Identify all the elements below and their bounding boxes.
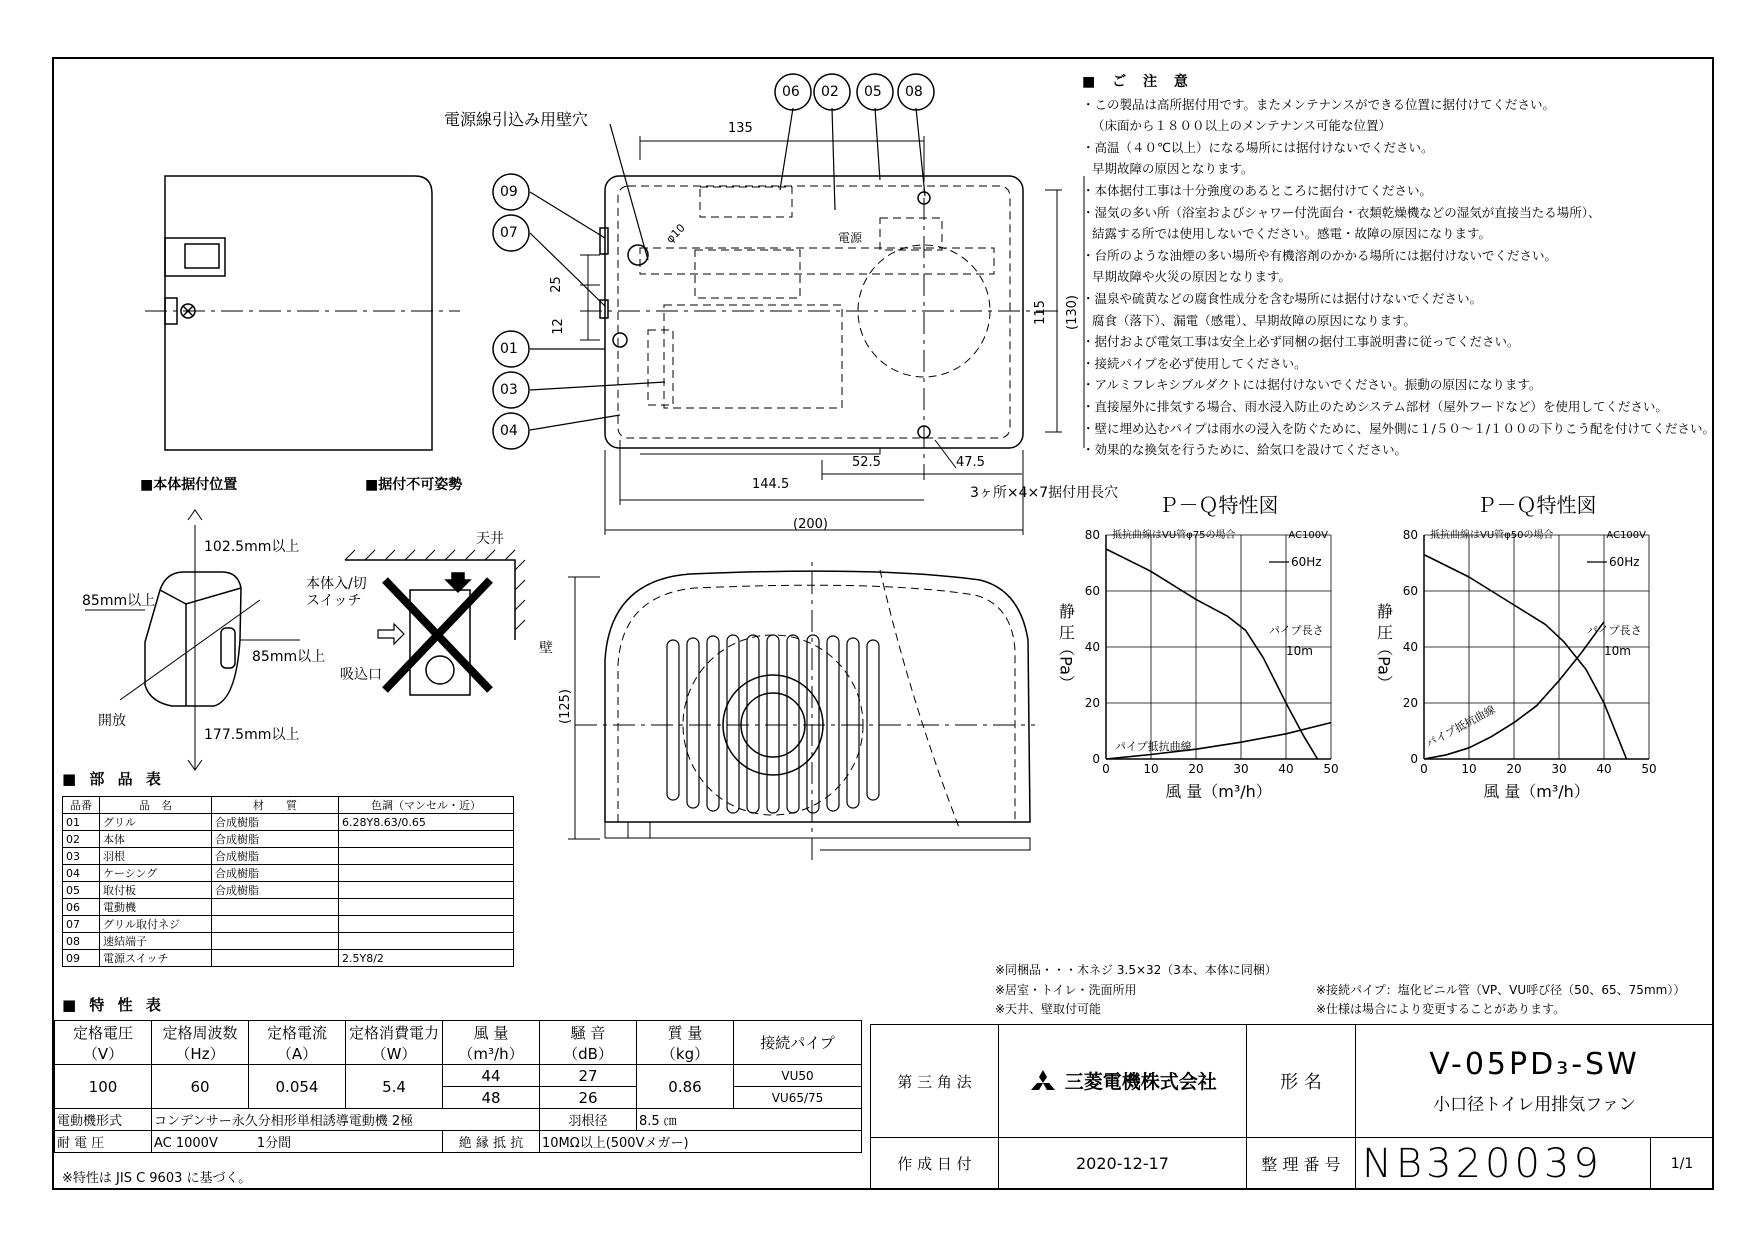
company-cell bbox=[999, 1025, 1247, 1138]
dim-130: (130) bbox=[1064, 295, 1080, 330]
pq-chart-svg bbox=[1352, 490, 1682, 850]
projection-method: 第 三 角 法 bbox=[871, 1025, 999, 1138]
parts-cell: 羽根 bbox=[100, 848, 212, 865]
pipe-note: ※接続パイプ：塩化ビニル管（VP、VU呼び径（50、65、75mm）） bbox=[1316, 983, 1686, 997]
date-label: 作 成 日 付 bbox=[871, 1138, 999, 1190]
parts-cell: グリル取付ネジ bbox=[100, 916, 212, 933]
accessory-note: ※同梱品・・・木ネジ 3.5×32（3本、本体に同梱） bbox=[995, 963, 1277, 977]
caution-line: 結露する所では使用しないでください。感電・故障の原因になります。 bbox=[1092, 226, 1492, 242]
model-cell bbox=[1356, 1025, 1714, 1138]
insulation-label: 絶 縁 抵 抗 bbox=[443, 1131, 540, 1153]
legend-label: 60Hz bbox=[1609, 555, 1640, 569]
parts-header: 材 質 bbox=[212, 797, 339, 814]
x-axis-label: 風 量（m³/h） bbox=[1483, 782, 1590, 801]
parts-cell: グリル bbox=[100, 814, 212, 831]
parts-cell bbox=[212, 933, 339, 950]
spec-header-noise: 騒 音 （dB） bbox=[540, 1021, 637, 1065]
caution-line: ・本体据付工事は十分強度のあるところに据付けてください。 bbox=[1082, 182, 1433, 198]
caution-line: ・温泉や硫黄などの腐食性成分を含む場所には据付けないでください。 bbox=[1082, 290, 1483, 306]
parts-cell: 電動機 bbox=[100, 899, 212, 916]
withstand-label: 耐 電 圧 bbox=[55, 1131, 152, 1153]
parts-cell bbox=[212, 950, 339, 967]
dim-12: 12 bbox=[550, 318, 566, 335]
open-label: 開放 bbox=[98, 713, 126, 729]
callout-08: 08 bbox=[905, 84, 923, 100]
y-tick-label: 20 bbox=[1402, 696, 1418, 710]
parts-cell: 速結端子 bbox=[100, 933, 212, 950]
no-install-label: ■据付不可姿勢 bbox=[365, 477, 463, 493]
spec-pipe: VU50 bbox=[734, 1065, 862, 1087]
parts-cell: 06 bbox=[63, 899, 100, 916]
parts-cell: 08 bbox=[63, 933, 100, 950]
x-tick-label: 30 bbox=[1551, 762, 1567, 776]
parts-cell: 03 bbox=[63, 848, 100, 865]
caution-line: ・効果的な換気を行うために、給気口を設けてください。 bbox=[1082, 442, 1408, 458]
ceiling-label: 天井 bbox=[476, 531, 504, 547]
spec-change-note: ※仕様は場合により変更することがあります。 bbox=[1316, 1002, 1566, 1016]
parts-cell: ケーシング bbox=[100, 865, 212, 882]
parts-row bbox=[63, 865, 514, 882]
motor-type: コンデンサー永久分相形単相誘導電動機 2極 bbox=[152, 1109, 540, 1131]
callout-09: 09 bbox=[500, 184, 518, 200]
number-label: 整 理 番 号 bbox=[1247, 1138, 1356, 1190]
parts-cell: 合成樹脂 bbox=[212, 865, 339, 882]
chart-supply: AC100V bbox=[1288, 530, 1328, 541]
x-tick-label: 50 bbox=[1323, 762, 1339, 776]
y-tick-label: 60 bbox=[1084, 584, 1100, 598]
clearance-right: 85mm以上 bbox=[252, 649, 326, 665]
pq-chart-vu75 bbox=[1040, 490, 1340, 850]
parts-cell: 05 bbox=[63, 882, 100, 899]
x-axis-label: 風 量（m³/h） bbox=[1165, 782, 1272, 801]
caution-line: 早期故障の原因となります。 bbox=[1092, 161, 1254, 177]
parts-cell: 02 bbox=[63, 831, 100, 848]
parts-row bbox=[63, 916, 514, 933]
y-tick-label: 20 bbox=[1084, 696, 1100, 710]
y-tick-label: 40 bbox=[1402, 640, 1418, 654]
parts-row bbox=[63, 882, 514, 899]
parts-header: 色調（マンセル・近） bbox=[339, 797, 514, 814]
caution-notes bbox=[1082, 72, 1715, 461]
spec-header-mass: 質 量 （kg） bbox=[637, 1021, 734, 1065]
parts-row bbox=[63, 848, 514, 865]
parts-cell bbox=[339, 831, 514, 848]
dim-25: 25 bbox=[548, 276, 564, 293]
parts-cell bbox=[339, 933, 514, 950]
drawing-number: NB320039 bbox=[1356, 1138, 1651, 1190]
y-axis-label: 静 圧（Pa） bbox=[1374, 603, 1394, 691]
spec-power: 5.4 bbox=[346, 1065, 443, 1109]
install-position-label: ■本体据付位置 bbox=[140, 477, 238, 493]
pq-chart-svg bbox=[1040, 490, 1340, 850]
spec-noise: 27 bbox=[540, 1065, 637, 1087]
x-tick-label: 0 bbox=[1102, 762, 1110, 776]
chart-supply: AC100V bbox=[1606, 530, 1646, 541]
spec-header-voltage: 定格電圧 （V） bbox=[55, 1021, 152, 1065]
caution-line: ・直接屋外に排気する場合、雨水浸入防止のためシステム部材（屋外フードなど）を使用してください。 bbox=[1082, 398, 1668, 414]
elevation-view-outline bbox=[605, 571, 1030, 822]
parts-cell: 6.28Y8.63/0.65 bbox=[339, 814, 514, 831]
dim-47-5: 47.5 bbox=[956, 455, 985, 470]
parts-cell bbox=[212, 899, 339, 916]
dim-144-5: 144.5 bbox=[752, 477, 790, 492]
parts-row bbox=[63, 933, 514, 950]
x-tick-label: 40 bbox=[1596, 762, 1612, 776]
x-tick-label: 10 bbox=[1461, 762, 1477, 776]
spec-heading: ■ 特 性 表 bbox=[62, 996, 165, 1014]
y-tick-label: 60 bbox=[1402, 584, 1418, 598]
spec-header-flow: 風 量 （m³/h） bbox=[443, 1021, 540, 1065]
x-tick-label: 20 bbox=[1188, 762, 1204, 776]
clearance-left: 85mm以上 bbox=[82, 593, 156, 609]
parts-cell: 合成樹脂 bbox=[212, 882, 339, 899]
spec-voltage: 100 bbox=[55, 1065, 152, 1109]
caution-line: 腐食（落下）、漏電（感電）、早期故障の原因になります。 bbox=[1092, 312, 1417, 328]
mount-slots-label: 3ヶ所×4×7据付用長穴 bbox=[970, 485, 1119, 501]
company-name: 三菱電機株式会社 bbox=[1064, 1070, 1217, 1093]
clearance-top: 102.5mm以上 bbox=[204, 539, 300, 555]
x-tick-label: 30 bbox=[1233, 762, 1249, 776]
caution-line: ・この製品は高所据付用です。またメンテナンスができる位置に据付けてください。 bbox=[1082, 96, 1556, 112]
place-note: ※居室・トイレ・洗面所用 bbox=[995, 983, 1137, 997]
blade-diameter: 8.5 ㎝ bbox=[637, 1109, 862, 1131]
chart-title: Ｐ－Ｑ特性図 bbox=[1158, 493, 1279, 517]
dim-125: (125) bbox=[557, 689, 573, 724]
parts-cell: 07 bbox=[63, 916, 100, 933]
blade-label: 羽根径 bbox=[540, 1109, 637, 1131]
spec-footnote: ※特性は JIS C 9603 に基づく。 bbox=[62, 1171, 252, 1186]
motor-type-label: 電動機形式 bbox=[55, 1109, 152, 1131]
y-tick-label: 0 bbox=[1410, 752, 1418, 766]
model-description: 小口径トイレ用排気ファン bbox=[1433, 1095, 1636, 1116]
spec-table bbox=[54, 1020, 862, 1153]
y-tick-label: 80 bbox=[1084, 528, 1100, 542]
insulation-resistance: 10MΩ以上(500Vメガー) bbox=[540, 1131, 862, 1153]
resistance-curve-label: パイプ抵抗曲線 bbox=[1423, 702, 1498, 751]
parts-cell: 2.5Y8/2 bbox=[339, 950, 514, 967]
callout-04: 04 bbox=[500, 423, 518, 439]
caution-line: ・据付および電気工事は安全上必ず同梱の据付工事説明書に従ってください。 bbox=[1082, 334, 1520, 350]
parts-cell: 本体 bbox=[100, 831, 212, 848]
caution-line: ・台所のような油煙の多い場所や有機溶剤のかかる場所には据付けないでください。 bbox=[1082, 247, 1558, 263]
parts-cell: 04 bbox=[63, 865, 100, 882]
parts-cell: 合成樹脂 bbox=[212, 831, 339, 848]
caution-line: （床面から１８００以上のメンテナンス可能な位置） bbox=[1092, 118, 1392, 134]
parts-cell: 電源スイッチ bbox=[100, 950, 212, 967]
model-number: V-05PD₃-SW bbox=[1429, 1047, 1640, 1083]
pipe-length-label: パイプ長さ bbox=[1269, 624, 1324, 637]
chart-subtitle: 抵抗曲線はVU管φ50の場合 bbox=[1430, 530, 1554, 541]
x-tick-label: 0 bbox=[1420, 762, 1428, 776]
spec-header-current: 定格電流 （A） bbox=[249, 1021, 346, 1065]
parts-cell: 合成樹脂 bbox=[212, 814, 339, 831]
x-tick-label: 20 bbox=[1506, 762, 1522, 776]
parts-cell bbox=[212, 916, 339, 933]
spec-header-pipe: 接続パイプ bbox=[734, 1021, 862, 1065]
parts-row bbox=[63, 899, 514, 916]
caution-line: ・接続パイプを必ず使用してください。 bbox=[1082, 355, 1307, 371]
pipe-length-value: 10m bbox=[1286, 644, 1313, 658]
clearance-bottom: 177.5mm以上 bbox=[204, 727, 300, 743]
spec-mass: 0.86 bbox=[637, 1065, 734, 1109]
spec-flow: 48 bbox=[443, 1087, 540, 1109]
callout-01: 01 bbox=[500, 341, 518, 357]
model-label: 形 名 bbox=[1247, 1025, 1356, 1138]
parts-header: 品番 bbox=[63, 797, 100, 814]
wall-hole-label: 電源線引込み用壁穴 bbox=[444, 110, 589, 129]
y-tick-label: 0 bbox=[1092, 752, 1100, 766]
callout-03: 03 bbox=[500, 382, 518, 398]
caution-heading: ■ ご 注 意 bbox=[1082, 74, 1194, 90]
parts-cell bbox=[339, 848, 514, 865]
parts-cell bbox=[339, 865, 514, 882]
parts-cell bbox=[339, 899, 514, 916]
creation-date: 2020-12-17 bbox=[999, 1138, 1247, 1190]
chart-title: Ｐ－Ｑ特性図 bbox=[1476, 493, 1597, 517]
phi10-label: φ10 bbox=[663, 221, 688, 246]
spec-pipe: VU65/75 bbox=[734, 1087, 862, 1109]
chart-subtitle: 抵抗曲線はVU管φ75の場合 bbox=[1112, 530, 1236, 541]
callout-02: 02 bbox=[821, 84, 839, 100]
wall-label: 壁 bbox=[537, 640, 553, 654]
parts-heading: ■ 部 品 表 bbox=[62, 770, 165, 788]
front-view-outline bbox=[605, 176, 1023, 448]
callout-06: 06 bbox=[782, 84, 800, 100]
spec-flow: 44 bbox=[443, 1065, 540, 1087]
parts-cell: 01 bbox=[63, 814, 100, 831]
pipe-length-label: パイプ長さ bbox=[1587, 624, 1642, 637]
parts-row bbox=[63, 950, 514, 967]
x-tick-label: 40 bbox=[1278, 762, 1294, 776]
power-label: 電源 bbox=[838, 231, 863, 245]
parts-cell: 09 bbox=[63, 950, 100, 967]
dim-200: (200) bbox=[793, 517, 828, 532]
pq-chart-vu50 bbox=[1352, 490, 1682, 850]
callout-07: 07 bbox=[500, 225, 518, 241]
caution-line: ・アルミフレキシブルダクトには据付けないでください。振動の原因になります。 bbox=[1082, 377, 1542, 393]
pipe-length-value: 10m bbox=[1604, 644, 1631, 658]
parts-cell bbox=[339, 916, 514, 933]
parts-row bbox=[63, 814, 514, 831]
title-block bbox=[870, 1024, 1714, 1190]
y-tick-label: 80 bbox=[1402, 528, 1418, 542]
mitsubishi-logo-icon bbox=[1028, 1069, 1058, 1095]
parts-header: 品 名 bbox=[100, 797, 212, 814]
parts-cell: 合成樹脂 bbox=[212, 848, 339, 865]
spec-current: 0.054 bbox=[249, 1065, 346, 1109]
spec-header-power: 定格消費電力 （W） bbox=[346, 1021, 443, 1065]
parts-row bbox=[63, 831, 514, 848]
caution-line: 早期故障や火災の原因となります。 bbox=[1092, 269, 1292, 285]
mount-note: ※天井、壁取付可能 bbox=[995, 1002, 1102, 1016]
sheet-number: 1/1 bbox=[1651, 1138, 1714, 1190]
side-view-outline bbox=[165, 176, 432, 450]
resistance-curve-label: パイプ抵抗曲線 bbox=[1115, 740, 1192, 754]
parts-cell bbox=[339, 882, 514, 899]
spec-noise: 26 bbox=[540, 1087, 637, 1109]
dim-52-5: 52.5 bbox=[852, 455, 881, 470]
x-tick-label: 10 bbox=[1143, 762, 1159, 776]
callout-05: 05 bbox=[864, 84, 882, 100]
y-tick-label: 40 bbox=[1084, 640, 1100, 654]
parts-cell: 取付板 bbox=[100, 882, 212, 899]
intake-label: 吸込口 bbox=[340, 667, 382, 683]
caution-line: ・壁に埋め込むパイプは雨水の浸入を防ぐために、屋外側に１/５０～１/１００の下りこう配を付けてください。 bbox=[1082, 420, 1716, 436]
legend-label: 60Hz bbox=[1291, 555, 1322, 569]
y-axis-label: 静 圧（Pa） bbox=[1056, 603, 1076, 691]
x-tick-label: 50 bbox=[1641, 762, 1657, 776]
withstand-voltage: AC 1000V 1分間 bbox=[152, 1131, 443, 1153]
caution-line: ・高温（４０℃以上）になる場所には据付けないでください。 bbox=[1082, 139, 1434, 155]
spec-frequency: 60 bbox=[152, 1065, 249, 1109]
caution-line: ・湿気の多い所（浴室およびシャワー付洗面台・衣類乾燥機などの湿気が直接当たる場所）、 bbox=[1082, 204, 1601, 220]
spec-header-frequency: 定格周波数 （Hz） bbox=[152, 1021, 249, 1065]
dim-115: 115 bbox=[1032, 300, 1048, 325]
switch-label: 本体入/切 スイッチ bbox=[306, 576, 367, 609]
parts-table bbox=[62, 796, 514, 967]
dim-135: 135 bbox=[728, 121, 753, 136]
